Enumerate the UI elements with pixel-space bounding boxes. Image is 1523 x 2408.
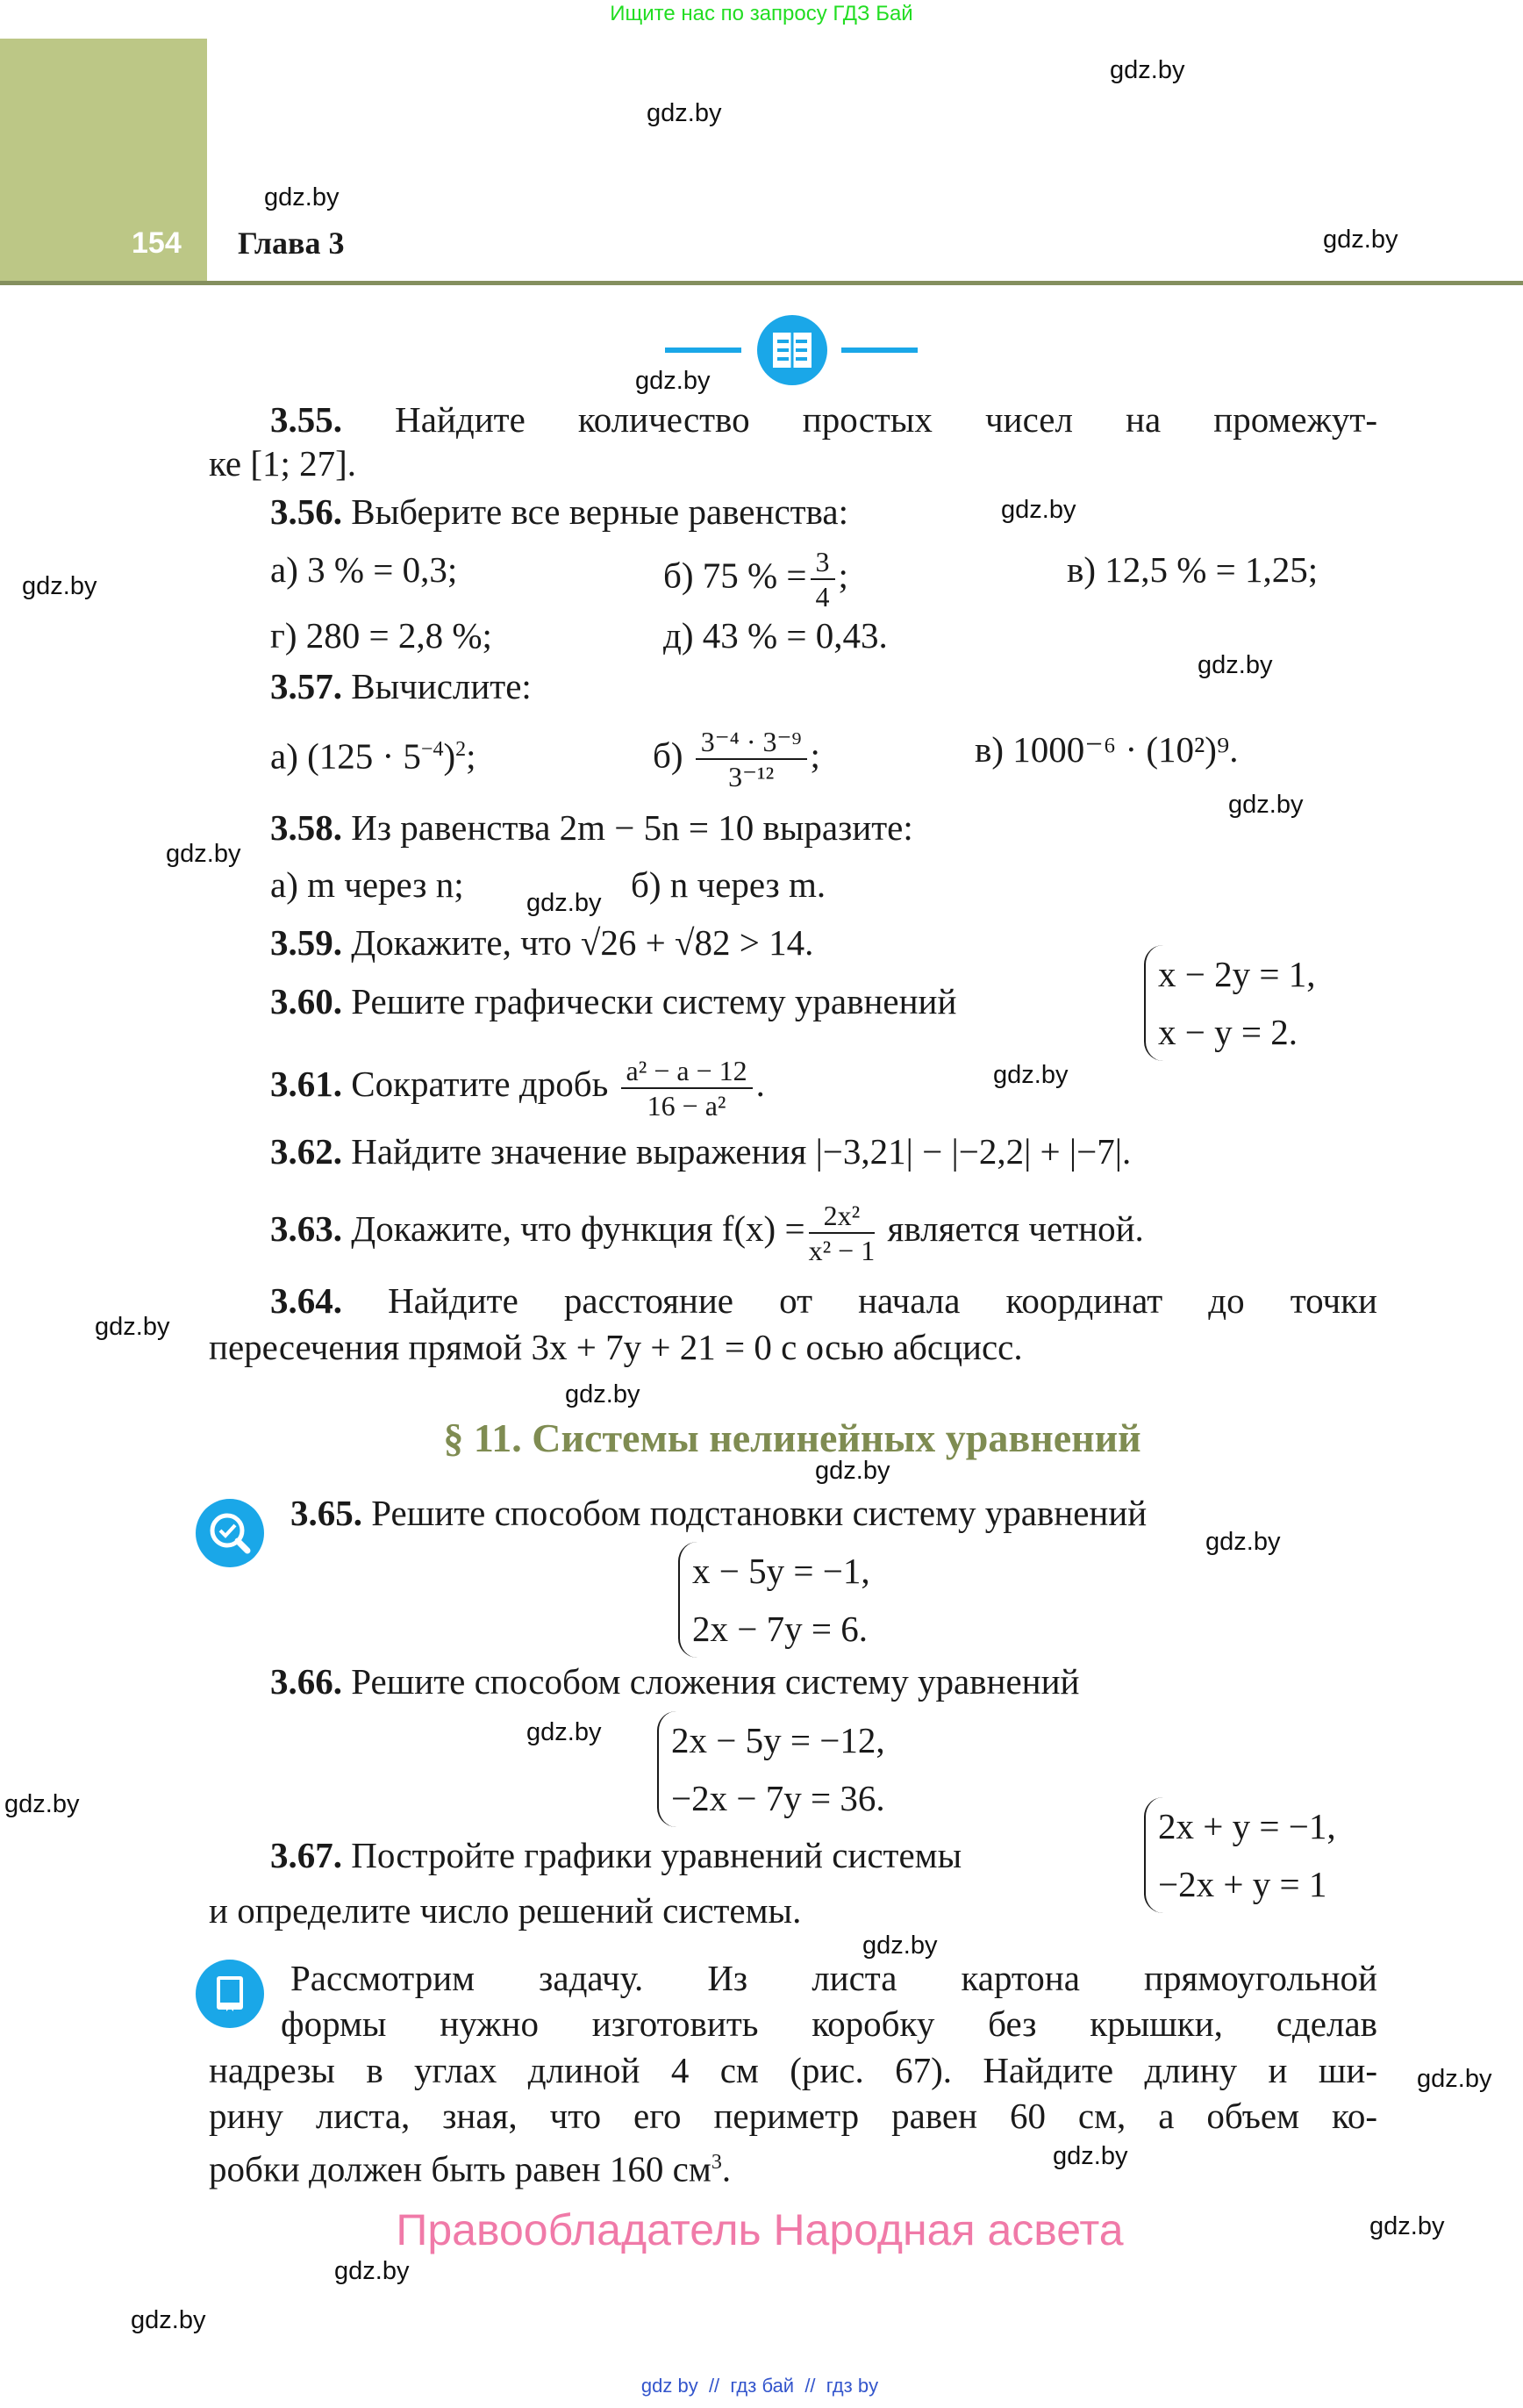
page-number: 154: [132, 226, 182, 260]
problem-number: 3.64.: [270, 1280, 342, 1321]
exponent: 2: [455, 738, 467, 761]
numerator: 3⁻⁴ · 3⁻⁹: [696, 725, 807, 760]
problem-text: Решите способом сложения систему уравнений: [351, 1661, 1080, 1702]
option-text: б) 75 % =: [663, 555, 807, 596]
option-b: б) n через m.: [631, 864, 826, 905]
divider-line-right: [841, 348, 918, 353]
problem-3-65: [290, 1488, 1147, 1537]
denominator: 16 − a²: [647, 1089, 726, 1122]
punct: .: [721, 2148, 732, 2189]
book-icon: [195, 1959, 265, 2029]
problem-3-61: [270, 1049, 765, 1122]
watermark: gdz.by: [526, 1718, 602, 1746]
problem-3-58: [270, 803, 913, 852]
task-line: рину листа, зная, что его периметр равен 60 см, а объем ко-: [209, 2096, 1377, 2136]
equation: x − 2y = 1,: [1158, 954, 1316, 994]
equation-system: [1144, 1797, 1336, 1913]
problem-text: Докажите, что функция f(x) =: [351, 1208, 805, 1249]
problem-number: 3.56.: [270, 491, 342, 532]
watermark: gdz.by: [1198, 651, 1273, 679]
watermark: gdz.by: [1323, 226, 1398, 254]
punct: ;: [466, 735, 476, 777]
denominator: 4: [815, 581, 830, 613]
problem-3-67: [270, 1831, 962, 1880]
equation: 2x − 7y = 6.: [692, 1609, 868, 1649]
watermark: gdz.by: [635, 367, 711, 395]
problem-3-59: [270, 918, 813, 967]
fraction: [696, 725, 807, 793]
problem-number: 3.59.: [270, 922, 342, 963]
divider-line-left: [665, 348, 741, 353]
watermark: gdz.by: [4, 1790, 80, 1818]
numerator: a² − a − 12: [621, 1054, 753, 1089]
punct: ;: [838, 555, 848, 596]
problem-text: является четной.: [887, 1208, 1144, 1249]
watermark: gdz.by: [1369, 2212, 1445, 2240]
punct: .: [755, 1064, 765, 1104]
problem-number: 3.67.: [270, 1835, 342, 1875]
watermark: gdz.by: [1205, 1528, 1281, 1556]
problem-number: 3.57.: [270, 666, 342, 706]
exponent: −4: [420, 738, 444, 761]
fraction: [621, 1054, 753, 1122]
equation: x − y = 2.: [1158, 1012, 1298, 1052]
watermark: gdz.by: [264, 183, 340, 211]
watermark: gdz.by: [1110, 56, 1185, 84]
watermark: gdz.by: [1053, 2142, 1128, 2170]
option-b: [663, 545, 848, 613]
section-title: § 11. Системы нелинейных уравнений: [443, 1415, 1141, 1460]
problem-number: 3.63.: [270, 1208, 342, 1249]
task-text: робки должен быть равен 160 см: [209, 2148, 711, 2189]
equation-system: [657, 1711, 885, 1827]
task-line: [209, 2138, 731, 2187]
problem-number: 3.61.: [270, 1064, 342, 1104]
open-book-icon: [755, 313, 829, 387]
watermark: gdz.by: [1001, 496, 1076, 524]
option-c: в) 12,5 % = 1,25;: [1067, 549, 1319, 590]
watermark: gdz.by: [22, 572, 97, 600]
watermark: gdz.by: [993, 1061, 1069, 1089]
problem-3-55-line2: ке [1; 27].: [209, 443, 357, 484]
exponent: 3: [711, 2151, 722, 2174]
problem-3-64-line2: пересечения прямой 3x + 7y + 21 = 0 с осью абсцисс.: [209, 1327, 1023, 1367]
equation: 2x + y = −1,: [1158, 1806, 1336, 1846]
problem-number: 3.62.: [270, 1131, 342, 1172]
punct: ;: [810, 735, 820, 776]
numerator: 3: [811, 545, 835, 580]
equation-system: [678, 1542, 870, 1658]
problem-text: Постройте графики уравнений системы: [351, 1835, 962, 1875]
option-a: [270, 725, 476, 777]
problem-text: Решите графически систему уравнений: [351, 981, 957, 1021]
problem-3-63: [270, 1193, 1144, 1264]
problem-3-55-line1: [270, 395, 1377, 444]
option-e: д) 43 % = 0,43.: [663, 615, 888, 656]
problem-number: 3.58.: [270, 807, 342, 848]
footer-links[interactable]: gdz by // гдз бай // гдз by: [640, 2375, 879, 2397]
problem-text: Вычислите:: [351, 666, 532, 706]
problem-text: Решите способом подстановки систему уравнений: [371, 1493, 1148, 1533]
check-magnifier-icon: [195, 1498, 265, 1568]
problem-text: Из равенства 2m − 5n = 10 выразите:: [351, 807, 913, 848]
option-b: [653, 725, 820, 792]
problem-text: Найдите значение выражения |−3,21| − |−2,2| + |−7|.: [351, 1131, 1132, 1172]
problem-text: Выберите все верные равенства:: [351, 491, 848, 532]
watermark: gdz.by: [815, 1457, 890, 1485]
problem-text: Найдите количество простых чисел на промежут-: [395, 399, 1377, 440]
task-line: Рассмотрим задачу. Из листа картона прямоугольной: [290, 1958, 1377, 1998]
watermark: gdz.by: [334, 2257, 410, 2285]
chapter-title: Глава 3: [238, 226, 345, 261]
watermark: gdz.by: [862, 1931, 938, 1960]
problem-3-66: [270, 1657, 1080, 1706]
option-d: г) 280 = 2,8 %;: [270, 615, 492, 656]
label: а): [270, 735, 298, 777]
equation-system: [1144, 945, 1316, 1061]
label: б): [653, 735, 683, 776]
problem-3-57: [270, 662, 532, 711]
problem-number: 3.66.: [270, 1661, 342, 1702]
copyright-notice: Правообладатель Народная асвета: [396, 2205, 1124, 2254]
problem-text: Сократите дробь: [351, 1064, 609, 1104]
watermark: gdz.by: [1228, 791, 1304, 819]
watermark: gdz.by: [647, 99, 722, 127]
option-a: а) 3 % = 0,3;: [270, 549, 458, 590]
fraction: [811, 545, 835, 613]
problem-text: Найдите расстояние от начала координат до точки: [388, 1280, 1377, 1321]
task-line: формы нужно изготовить коробку без крышки, сделав: [281, 2003, 1377, 2044]
equation: x − 5y = −1,: [692, 1551, 870, 1591]
header-rule: [0, 281, 1523, 285]
watermark: gdz.by: [526, 889, 602, 917]
fraction: [809, 1199, 876, 1267]
problem-3-62: [270, 1127, 1131, 1176]
expr: (125 · 5: [307, 735, 421, 777]
option-c: в) 1000⁻⁶ · (10²)⁹.: [975, 729, 1239, 770]
equation: −2x − 7y = 36.: [671, 1778, 885, 1818]
problem-3-67-line2: и определите число решений системы.: [209, 1890, 802, 1931]
task-line: надрезы в углах длиной 4 см (рис. 67). Найдите длину и ши-: [209, 2050, 1377, 2090]
equation: 2x − 5y = −12,: [671, 1720, 885, 1760]
problem-3-56: [270, 487, 848, 536]
problem-text: Докажите, что √26 + √82 > 14.: [351, 922, 814, 963]
problem-3-60: [270, 977, 956, 1026]
problem-3-64-line1: [270, 1276, 1377, 1325]
numerator: 2x²: [809, 1199, 876, 1234]
option-a: а) m через n;: [270, 864, 464, 905]
problem-number: 3.65.: [290, 1493, 362, 1533]
denominator: 3⁻¹²: [728, 761, 775, 792]
problem-number: 3.60.: [270, 981, 342, 1021]
watermark: gdz.by: [166, 840, 241, 868]
watermark: gdz.by: [131, 2306, 206, 2334]
watermark: gdz.by: [1417, 2065, 1492, 2093]
watermark: gdz.by: [95, 1313, 170, 1341]
search-banner: Ищите нас по запросу ГДЗ Бай: [610, 2, 913, 25]
denominator: x² − 1: [808, 1234, 876, 1266]
equation: −2x + y = 1: [1158, 1864, 1327, 1904]
problem-number: 3.55.: [270, 399, 342, 440]
watermark: gdz.by: [565, 1380, 640, 1408]
paren: ): [443, 735, 456, 777]
